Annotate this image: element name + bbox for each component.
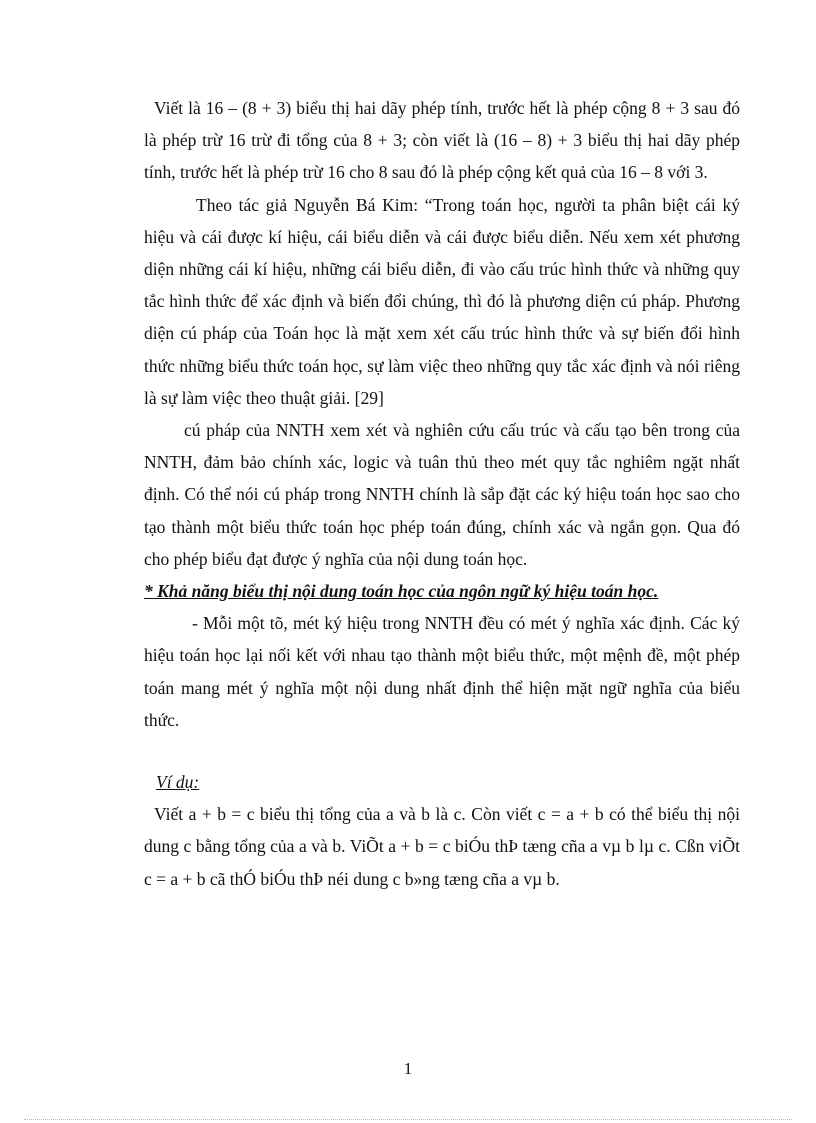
section-heading: * Khả năng biểu thị nội dung toán học của ngôn ngữ ký hiệu toán học. — [144, 581, 659, 602]
page-body — [144, 92, 740, 895]
paragraph-expression-order: Viết là 16 – (8 + 3) biểu thị hai dãy phép tính, trước hết là phép cộng 8 + 3 sau đó là phép trừ 16 trừ đi tổng của 8 + 3; còn viết là (16 – 8) + 3 biểu thị hai dãy phép tính, trước hết là phép trừ 16 cho 8 sau đó là phép cộng kết quả của 16 – 8 với 3. — [144, 98, 740, 183]
paragraph-quote-nguyen-ba-kim: Theo tác giả Nguyễn Bá Kim: “Trong toán học, người ta phân biệt cái ký hiệu và cái được kí hiệu, cái biểu diễn và cái được biểu diễn. Nếu xem xét phương diện những cái kí hiệu, những cái biểu diễn, đi vào cấu trúc hình thức và những quy tắc hình thức để xác định và biến đổi chúng, thì đó là phương diện cú pháp. Phương diện cú pháp của Toán học là mặt xem xét cấu trúc hình thức và sự biến đổi hình thức những biểu thức toán học, sự làm việc theo những quy tắc xác định và nói riêng là sự làm việc theo thuật giải. [29] — [144, 194, 740, 408]
page-number: 1 — [403, 1059, 413, 1078]
page-bottom-divider — [24, 1119, 792, 1120]
paragraph-symbol-meaning: - Mỗi một tõ, mét ký hiệu trong NNTH đều có mét ý nghĩa xác định. Các ký hiệu toán học lại nối kết với nhau tạo thành một biểu thức, một mệnh đề, một phép toán mang mét ý nghĩa một nội dung nhất định thể hiện mặt ngữ nghĩa của biểu thức. — [144, 613, 740, 730]
paragraph-example: Viết a + b = c biểu thị tổng của a và b là c. Còn viết c = a + b có thể biểu thị nội dung c bằng tổng của a và b. ViÕt a + b = c biÓu thÞ tæng cña a vµ b lµ c. Cßn viÕt c = a + b cã thÓ biÓu thÞ néi dung c b»ng tæng cña a vµ b. — [144, 804, 740, 889]
example-label: Ví dụ: — [156, 772, 200, 793]
paragraph-syntax-of-math-language: cú pháp của NNTH xem xét và nghiên cứu cấu trúc và cấu tạo bên trong của NNTH, đảm bảo chính xác, logic và tuân thủ theo mét quy tắc nghiêm ngặt nhất định. Có thể nói cú pháp trong NNTH chính là sắp đặt các ký hiệu toán học sao cho tạo thành một biểu thức toán học phép toán đúng, chính xác và ngắn gọn. Qua đó cho phép biểu đạt được ý nghĩa của nội dung toán học. — [144, 420, 740, 569]
